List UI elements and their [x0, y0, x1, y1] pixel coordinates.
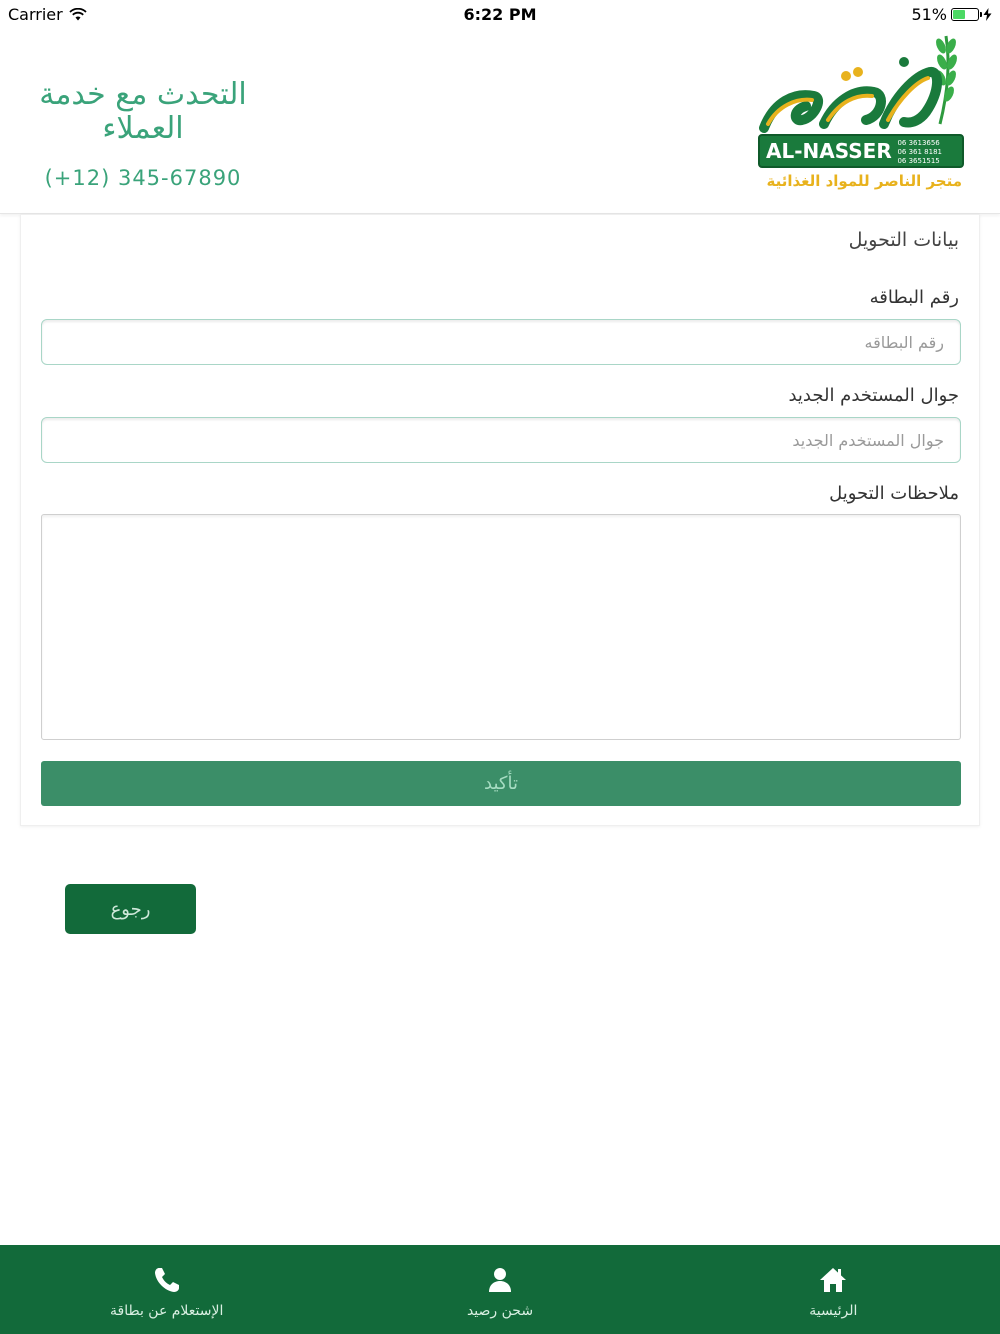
new-user-mobile-input[interactable] — [41, 417, 961, 463]
transfer-form-card — [20, 214, 980, 826]
customer-service-contact[interactable] — [30, 78, 256, 190]
user-icon — [485, 1265, 515, 1295]
new-user-mobile-label: جوال المستخدم الجديد — [788, 385, 959, 406]
charging-icon — [983, 8, 992, 21]
status-time: 6:22 PM — [463, 5, 537, 24]
phone-icon — [152, 1265, 182, 1295]
back-button[interactable]: رجوع — [65, 884, 196, 934]
nav-item-recharge[interactable] — [333, 1245, 666, 1334]
status-right — [911, 5, 992, 24]
logo-tagline: متجر الناصر للمواد الغذائية — [766, 172, 962, 190]
battery-fill — [953, 10, 965, 19]
battery-icon — [951, 8, 979, 21]
status-bar — [0, 0, 1000, 28]
form-title: بيانات التحويل — [848, 229, 959, 251]
logo-emblem-icon — [754, 32, 966, 142]
al-nasser-logo — [754, 32, 966, 194]
transfer-notes-textarea[interactable] — [41, 514, 961, 740]
logo-phone-2: 06 361 8181 — [897, 148, 942, 156]
card-number-label: رقم البطاقه — [869, 287, 959, 308]
nav-label-recharge: شحن رصيد — [466, 1302, 534, 1319]
header — [0, 28, 1000, 214]
customer-service-phone[interactable]: (+12) 345-67890 — [44, 166, 242, 190]
battery-percent: 51% — [911, 5, 947, 24]
confirm-button[interactable]: تأكيد — [41, 761, 961, 806]
nav-item-home[interactable] — [667, 1245, 1000, 1334]
logo-phone-3: 06 3651515 — [897, 157, 940, 165]
nav-item-card-inquiry[interactable] — [0, 1245, 333, 1334]
home-icon — [818, 1265, 848, 1295]
transfer-notes-label: ملاحظات التحويل — [829, 483, 959, 504]
logo-phone-1: 06 3613656 — [897, 139, 940, 147]
bottom-nav — [0, 1245, 1000, 1334]
customer-service-title[interactable]: التحدث مع خدمة العملاء — [39, 77, 247, 146]
nav-label-card-inquiry: الإستعلام عن بطاقة — [110, 1302, 224, 1319]
logo-plate — [758, 134, 964, 168]
carrier-label: Carrier — [8, 5, 63, 24]
logo-brand: AL-NASSER — [766, 139, 892, 163]
logo-phones — [897, 139, 942, 166]
card-number-input[interactable] — [41, 319, 961, 365]
nav-label-home: الرئيسية — [809, 1302, 858, 1319]
